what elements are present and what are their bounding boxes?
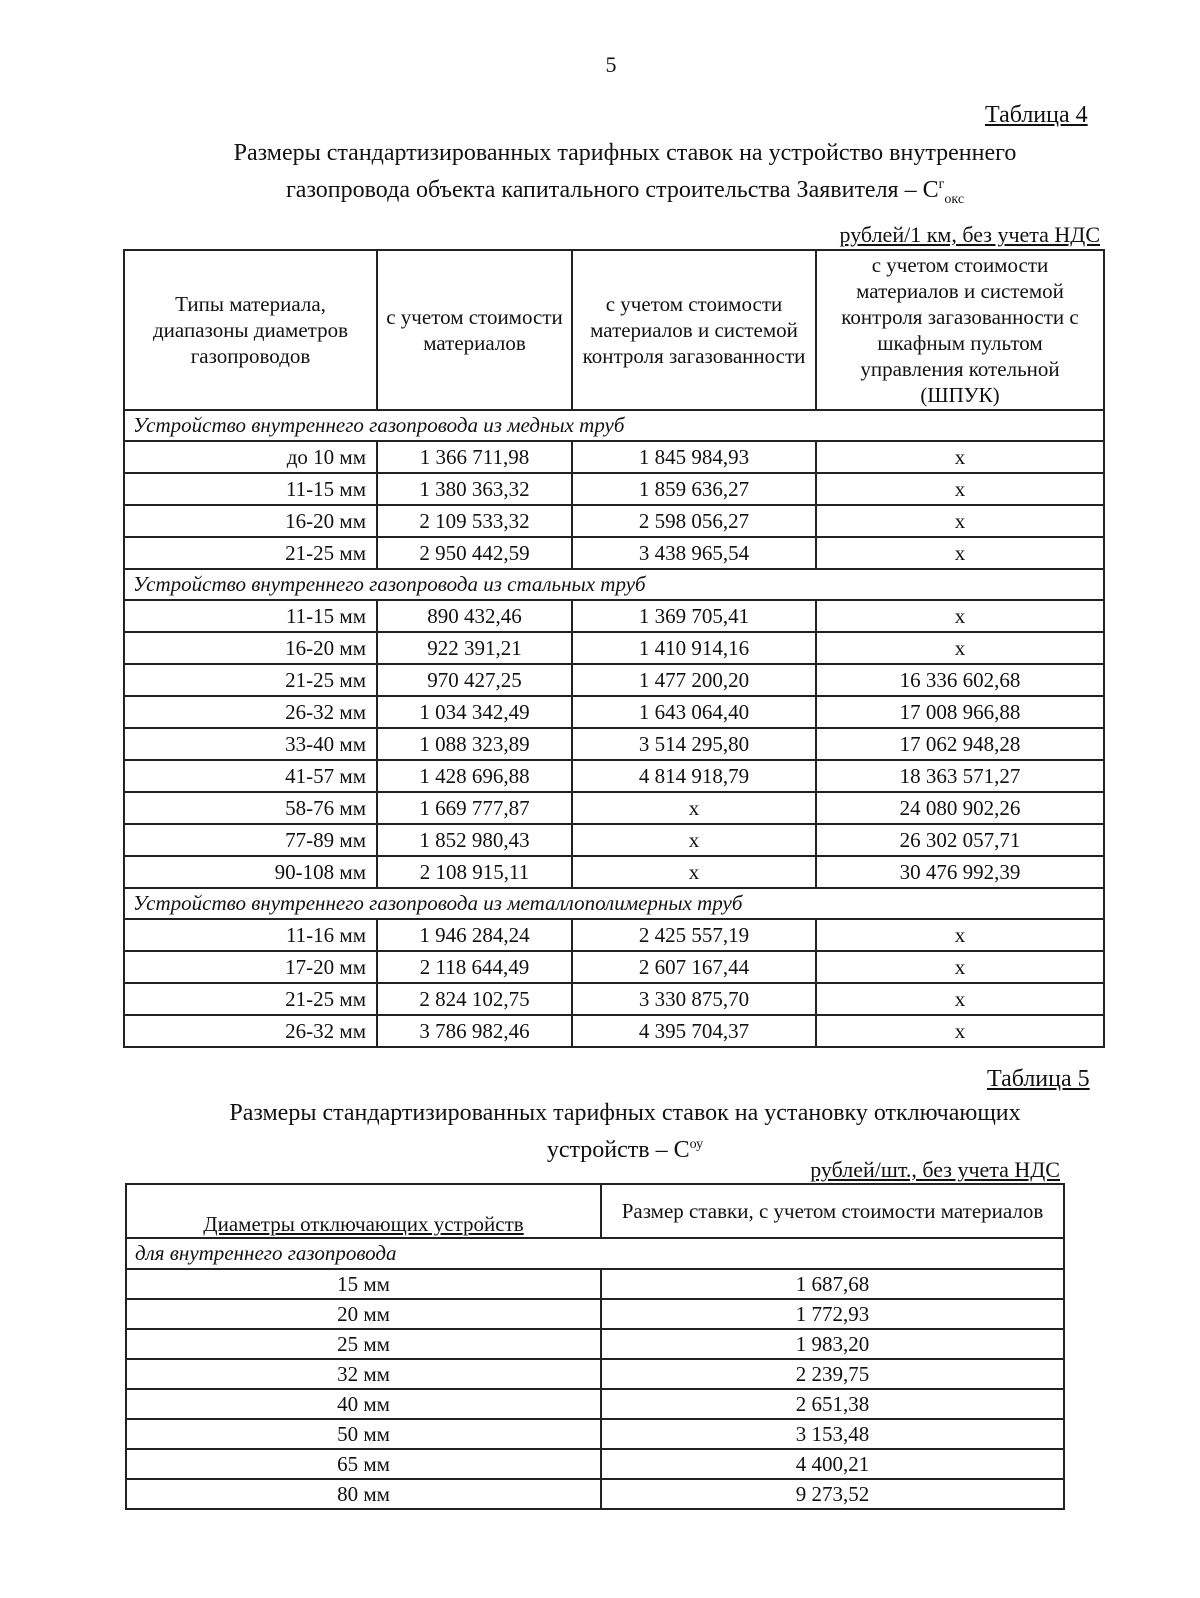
- table4-header-cell: с учетом стоимости материалов: [377, 250, 572, 410]
- table4-value-cell: 18 363 571,27: [816, 760, 1104, 792]
- table5-rate-cell: 4 400,21: [601, 1449, 1064, 1479]
- table4-size-cell: до 10 мм: [124, 441, 377, 473]
- table5-diameter-cell: 25 мм: [126, 1329, 601, 1359]
- table4-value-cell: 4 814 918,79: [572, 760, 816, 792]
- table5-section-row: [126, 1238, 1064, 1269]
- table4-value-cell: 2 607 167,44: [572, 951, 816, 983]
- table4-value-cell: х: [816, 600, 1104, 632]
- table4-value-cell: 2 598 056,27: [572, 505, 816, 537]
- table5-header-cell: Диаметры отключающих устройств: [126, 1184, 601, 1238]
- table4-row: [124, 856, 1104, 888]
- table4-value-cell: 3 514 295,80: [572, 728, 816, 760]
- table4-title: [100, 138, 1150, 215]
- table5-title-line1: Размеры стандартизированных тарифных ставок на установку отключающих: [229, 1100, 1021, 1126]
- table5-row: [126, 1269, 1064, 1299]
- table5-header-row: [126, 1184, 1064, 1238]
- table4-row: [124, 792, 1104, 824]
- table5-rate-cell: 2 651,38: [601, 1389, 1064, 1419]
- table4-row: [124, 696, 1104, 728]
- table4-value-cell: 26 302 057,71: [816, 824, 1104, 856]
- table4-section-title: Устройство внутреннего газопровода из металлополимерных труб: [124, 888, 1104, 919]
- table4-size-cell: 11-16 мм: [124, 919, 377, 951]
- table4-value-cell: х: [572, 856, 816, 888]
- table4-value-cell: х: [816, 537, 1104, 569]
- table4-size-cell: 21-25 мм: [124, 664, 377, 696]
- table4-value-cell: 3 438 965,54: [572, 537, 816, 569]
- table4-row: [124, 600, 1104, 632]
- table5-diameter-cell: 15 мм: [126, 1269, 601, 1299]
- table4-title-line2-text: газопровода объекта капитального строительства Заявителя – С: [285, 177, 939, 203]
- table4-value-cell: х: [816, 983, 1104, 1015]
- table4-value-cell: 30 476 992,39: [816, 856, 1104, 888]
- table4-value-cell: 1 859 636,27: [572, 473, 816, 505]
- table4-row: [124, 824, 1104, 856]
- table4-caption: Таблица 4: [985, 102, 1088, 128]
- table5-diameter-cell: 32 мм: [126, 1359, 601, 1389]
- table5-body: [126, 1238, 1064, 1509]
- table5-row: [126, 1299, 1064, 1329]
- table4-row: [124, 473, 1104, 505]
- table4-size-cell: 77-89 мм: [124, 824, 377, 856]
- table4-size-cell: 11-15 мм: [124, 473, 377, 505]
- table4-value-cell: 1 380 363,32: [377, 473, 572, 505]
- table4-row: [124, 664, 1104, 696]
- table4-header-cell: Типы материала, диапазоны диаметров газопроводов: [124, 250, 377, 410]
- table4-value-cell: 1 845 984,93: [572, 441, 816, 473]
- table4-header-cell: с учетом стоимости материалов и системой контроля загазованности с шкафным пультом управления котельной (ШПУК): [816, 250, 1104, 410]
- table4-row: [124, 919, 1104, 951]
- table4-size-cell: 26-32 мм: [124, 696, 377, 728]
- table4-value-cell: 4 395 704,37: [572, 1015, 816, 1047]
- table4-row: [124, 1015, 1104, 1047]
- table4-size-cell: 90-108 мм: [124, 856, 377, 888]
- table4-value-cell: 1 477 200,20: [572, 664, 816, 696]
- table5-header-cell: Размер ставки, с учетом стоимости материалов: [601, 1184, 1064, 1238]
- table4-value-cell: 1 946 284,24: [377, 919, 572, 951]
- table4-row: [124, 728, 1104, 760]
- table4-size-cell: 26-32 мм: [124, 1015, 377, 1047]
- table5-title-sup: оу: [689, 1137, 704, 1152]
- table5-rate-cell: 1 983,20: [601, 1329, 1064, 1359]
- table5-rate-cell: 1 687,68: [601, 1269, 1064, 1299]
- table4-size-cell: 16-20 мм: [124, 632, 377, 664]
- table4-value-cell: х: [572, 792, 816, 824]
- table5-diameter-cell: 65 мм: [126, 1449, 601, 1479]
- table5-row: [126, 1329, 1064, 1359]
- table4-title-sup: г: [938, 177, 945, 192]
- table5-rate-cell: 2 239,75: [601, 1359, 1064, 1389]
- table4-value-cell: 2 824 102,75: [377, 983, 572, 1015]
- page-number: 5: [605, 52, 617, 77]
- table5-row: [126, 1359, 1064, 1389]
- table5-diameter-cell: 50 мм: [126, 1419, 601, 1449]
- table4-section-title: Устройство внутреннего газопровода из медных труб: [124, 410, 1104, 441]
- table4-size-cell: 21-25 мм: [124, 537, 377, 569]
- table5-diameter-cell: 40 мм: [126, 1389, 601, 1419]
- table4-value-cell: 16 336 602,68: [816, 664, 1104, 696]
- table5-title-line2-text: устройств – С: [546, 1137, 690, 1163]
- table4-section-title: Устройство внутреннего газопровода из стальных труб: [124, 569, 1104, 600]
- table4-row: [124, 505, 1104, 537]
- table4-title-line2: [100, 169, 1150, 215]
- table4-value-cell: 17 008 966,88: [816, 696, 1104, 728]
- table4-body: [124, 410, 1104, 1047]
- table4-units: рублей/1 км, без учета НДС: [839, 222, 1100, 247]
- table4-title-sub: окс: [944, 191, 965, 207]
- table4-row: [124, 983, 1104, 1015]
- table4-row: [124, 632, 1104, 664]
- table4-value-cell: 970 427,25: [377, 664, 572, 696]
- table4-value-cell: 1 369 705,41: [572, 600, 816, 632]
- table5-title: [100, 1098, 1150, 1166]
- table4-size-cell: 33-40 мм: [124, 728, 377, 760]
- table4-value-cell: 17 062 948,28: [816, 728, 1104, 760]
- table5: [125, 1183, 1065, 1510]
- table4-header-row: [124, 250, 1104, 410]
- table5-units: рублей/шт., без учета НДС: [810, 1157, 1060, 1182]
- table4-section-row: [124, 888, 1104, 919]
- table5-row: [126, 1419, 1064, 1449]
- table4-value-cell: 24 080 902,26: [816, 792, 1104, 824]
- table4-size-cell: 21-25 мм: [124, 983, 377, 1015]
- table4-value-cell: 922 391,21: [377, 632, 572, 664]
- table4-section-row: [124, 410, 1104, 441]
- table4-section-row: [124, 569, 1104, 600]
- table4-value-cell: х: [816, 505, 1104, 537]
- table4-row: [124, 441, 1104, 473]
- table4-value-cell: 1 643 064,40: [572, 696, 816, 728]
- table5-diameter-cell: 20 мм: [126, 1299, 601, 1329]
- table4-size-cell: 11-15 мм: [124, 600, 377, 632]
- table5-row: [126, 1389, 1064, 1419]
- table5-rate-cell: 3 153,48: [601, 1419, 1064, 1449]
- table4-header-cell: с учетом стоимости материалов и системой контроля загазованности: [572, 250, 816, 410]
- table4-value-cell: х: [816, 473, 1104, 505]
- table4-value-cell: х: [816, 919, 1104, 951]
- table4-value-cell: 2 950 442,59: [377, 537, 572, 569]
- table4-value-cell: х: [816, 632, 1104, 664]
- table5-rate-cell: 1 772,93: [601, 1299, 1064, 1329]
- table4-size-cell: 16-20 мм: [124, 505, 377, 537]
- table5-row: [126, 1479, 1064, 1509]
- table4-value-cell: 2 118 644,49: [377, 951, 572, 983]
- table4-value-cell: 3 330 875,70: [572, 983, 816, 1015]
- table4-value-cell: х: [816, 951, 1104, 983]
- table5-caption: Таблица 5: [987, 1066, 1090, 1092]
- table4-value-cell: 1 852 980,43: [377, 824, 572, 856]
- table4-value-cell: х: [816, 1015, 1104, 1047]
- table5-diameter-cell: 80 мм: [126, 1479, 601, 1509]
- table4-value-cell: 2 109 533,32: [377, 505, 572, 537]
- table4-row: [124, 951, 1104, 983]
- table4-value-cell: 1 088 323,89: [377, 728, 572, 760]
- table4-size-cell: 58-76 мм: [124, 792, 377, 824]
- table5-row: [126, 1449, 1064, 1479]
- table4-value-cell: 1 366 711,98: [377, 441, 572, 473]
- table4-value-cell: 1 410 914,16: [572, 632, 816, 664]
- table4-value-cell: 2 425 557,19: [572, 919, 816, 951]
- table4-size-cell: 41-57 мм: [124, 760, 377, 792]
- table5-rate-cell: 9 273,52: [601, 1479, 1064, 1509]
- table4-value-cell: 2 108 915,11: [377, 856, 572, 888]
- table4-value-cell: 3 786 982,46: [377, 1015, 572, 1047]
- table4-title-line1: Размеры стандартизированных тарифных ставок на устройство внутреннего: [233, 140, 1017, 166]
- table4-value-cell: 1 428 696,88: [377, 760, 572, 792]
- table4: [123, 249, 1105, 1048]
- table4-size-cell: 17-20 мм: [124, 951, 377, 983]
- table4-row: [124, 537, 1104, 569]
- table4-row: [124, 760, 1104, 792]
- table4-value-cell: 1 669 777,87: [377, 792, 572, 824]
- table4-value-cell: 1 034 342,49: [377, 696, 572, 728]
- table4-value-cell: 890 432,46: [377, 600, 572, 632]
- table4-value-cell: х: [816, 441, 1104, 473]
- table4-value-cell: х: [572, 824, 816, 856]
- table5-section-title: для внутреннего газопровода: [126, 1238, 1064, 1269]
